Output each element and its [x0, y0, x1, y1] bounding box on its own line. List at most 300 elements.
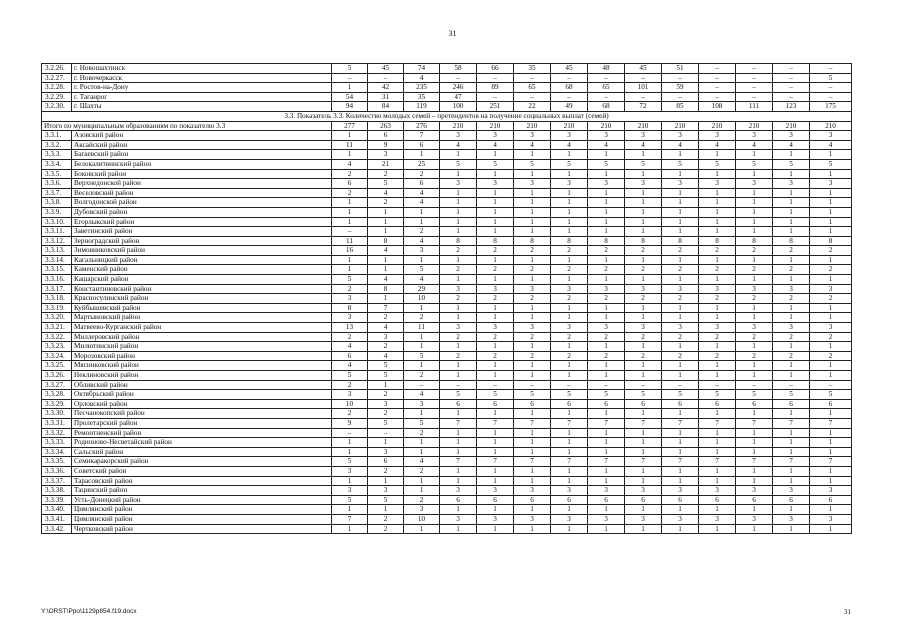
- value-cell: 84: [368, 102, 404, 112]
- value-cell: 1: [625, 150, 662, 160]
- row-name: Зерноградский район: [72, 236, 332, 246]
- value-cell: 1: [332, 207, 368, 217]
- value-cell: 1: [810, 438, 852, 448]
- value-cell: 1: [588, 207, 625, 217]
- value-cell: 1: [662, 227, 699, 237]
- value-cell: 6: [699, 495, 736, 505]
- value-cell: 1: [514, 342, 551, 352]
- row-number: 3.3.30.: [42, 409, 72, 419]
- value-cell: 1: [699, 428, 736, 438]
- value-cell: 3: [588, 486, 625, 496]
- value-cell: 8: [810, 236, 852, 246]
- value-cell: 1: [404, 409, 440, 419]
- value-cell: 11: [332, 236, 368, 246]
- value-cell: 1: [699, 188, 736, 198]
- value-cell: 1: [810, 313, 852, 323]
- value-cell: 8: [699, 236, 736, 246]
- value-cell: 1: [625, 303, 662, 313]
- value-cell: 1: [625, 169, 662, 179]
- value-cell: –: [477, 92, 514, 102]
- value-cell: 1: [477, 447, 514, 457]
- value-cell: 6: [440, 399, 477, 409]
- row-name: Октябрьский район: [72, 390, 332, 400]
- row-number: 3.3.5.: [42, 169, 72, 179]
- row-number: 3.2.28.: [42, 83, 72, 93]
- value-cell: 3: [368, 150, 404, 160]
- value-cell: 1: [625, 342, 662, 352]
- value-cell: 1: [699, 505, 736, 515]
- value-cell: 6: [773, 399, 810, 409]
- value-cell: 1: [736, 524, 773, 534]
- value-cell: –: [662, 380, 699, 390]
- value-cell: 5: [736, 159, 773, 169]
- total-value-cell: 210: [440, 121, 477, 131]
- value-cell: 1: [810, 188, 852, 198]
- value-cell: 7: [404, 131, 440, 141]
- value-cell: 3: [440, 514, 477, 524]
- value-cell: 3: [332, 294, 368, 304]
- value-cell: 49: [551, 102, 588, 112]
- value-cell: 1: [625, 438, 662, 448]
- row-number: 3.2.26.: [42, 64, 72, 74]
- value-cell: 1: [477, 438, 514, 448]
- value-cell: –: [662, 73, 699, 83]
- total-value-cell: 277: [332, 121, 368, 131]
- value-cell: –: [773, 73, 810, 83]
- value-cell: 1: [551, 207, 588, 217]
- value-cell: 1: [477, 217, 514, 227]
- row-number: 3.3.22.: [42, 332, 72, 342]
- total-value-cell: 210: [514, 121, 551, 131]
- value-cell: 5: [332, 457, 368, 467]
- value-cell: 2: [662, 332, 699, 342]
- value-cell: 1: [699, 275, 736, 285]
- value-cell: 8: [773, 236, 810, 246]
- value-cell: 1: [477, 505, 514, 515]
- table-row: [42, 275, 852, 285]
- value-cell: 4: [477, 140, 514, 150]
- value-cell: 6: [699, 399, 736, 409]
- row-name: г. Новошахтинск: [72, 64, 332, 74]
- value-cell: 8: [332, 303, 368, 313]
- value-cell: 3: [773, 284, 810, 294]
- value-cell: 3: [699, 284, 736, 294]
- value-cell: 2: [625, 265, 662, 275]
- value-cell: 2: [440, 294, 477, 304]
- value-cell: 6: [514, 399, 551, 409]
- value-cell: 1: [404, 207, 440, 217]
- value-cell: 101: [625, 83, 662, 93]
- value-cell: 7: [699, 418, 736, 428]
- table-row: [42, 342, 852, 352]
- value-cell: 1: [477, 371, 514, 381]
- value-cell: 6: [551, 495, 588, 505]
- row-number: 3.3.21.: [42, 323, 72, 333]
- value-cell: 7: [773, 457, 810, 467]
- total-value-cell: 276: [404, 121, 440, 131]
- value-cell: 1: [662, 150, 699, 160]
- value-cell: 1: [477, 524, 514, 534]
- value-cell: 235: [404, 83, 440, 93]
- value-cell: 8: [551, 236, 588, 246]
- value-cell: 4: [332, 361, 368, 371]
- table-row: [42, 428, 852, 438]
- table-row: [42, 131, 852, 141]
- row-number: 3.3.14.: [42, 255, 72, 265]
- value-cell: 2: [404, 495, 440, 505]
- table-row: [42, 179, 852, 189]
- value-cell: 2: [332, 284, 368, 294]
- value-cell: 6: [625, 399, 662, 409]
- value-cell: 1: [736, 275, 773, 285]
- value-cell: 1: [551, 409, 588, 419]
- page-number-top: 31: [448, 29, 457, 38]
- row-name: Милютинский район: [72, 342, 332, 352]
- row-name: Семикаракорский район: [72, 457, 332, 467]
- value-cell: 1: [736, 438, 773, 448]
- value-cell: 2: [773, 332, 810, 342]
- table-row: [42, 371, 852, 381]
- value-cell: 5: [810, 73, 852, 83]
- total-value-cell: 210: [773, 121, 810, 131]
- value-cell: 1: [551, 150, 588, 160]
- value-cell: –: [440, 73, 477, 83]
- value-cell: 1: [551, 342, 588, 352]
- value-cell: 175: [810, 102, 852, 112]
- value-cell: 4: [368, 188, 404, 198]
- value-cell: 1: [332, 217, 368, 227]
- value-cell: 2: [810, 265, 852, 275]
- value-cell: –: [773, 64, 810, 74]
- value-cell: 1: [588, 303, 625, 313]
- value-cell: 1: [736, 371, 773, 381]
- value-cell: 5: [773, 390, 810, 400]
- value-cell: 1: [588, 150, 625, 160]
- value-cell: 1: [551, 217, 588, 227]
- value-cell: 3: [810, 284, 852, 294]
- value-cell: 5: [332, 275, 368, 285]
- value-cell: 1: [514, 505, 551, 515]
- row-name: Верхнедонской район: [72, 179, 332, 189]
- value-cell: 2: [368, 514, 404, 524]
- row-number: 3.3.39.: [42, 495, 72, 505]
- value-cell: 1: [662, 447, 699, 457]
- value-cell: 1: [773, 428, 810, 438]
- table-row: [42, 409, 852, 419]
- value-cell: –: [514, 380, 551, 390]
- table-row: [42, 466, 852, 476]
- value-cell: 6: [662, 399, 699, 409]
- value-cell: 2: [736, 265, 773, 275]
- value-cell: 4: [404, 73, 440, 83]
- value-cell: 1: [514, 524, 551, 534]
- value-cell: 7: [773, 418, 810, 428]
- value-cell: 1: [588, 409, 625, 419]
- row-name: г. Таганрог: [72, 92, 332, 102]
- value-cell: 2: [625, 246, 662, 256]
- value-cell: 1: [477, 255, 514, 265]
- value-cell: 1: [588, 524, 625, 534]
- value-cell: 2: [699, 294, 736, 304]
- table-row: [42, 102, 852, 112]
- value-cell: 4: [404, 198, 440, 208]
- value-cell: 3: [625, 284, 662, 294]
- row-name: г. Шахты: [72, 102, 332, 112]
- row-name: Дубовский район: [72, 207, 332, 217]
- value-cell: –: [332, 428, 368, 438]
- value-cell: –: [551, 73, 588, 83]
- value-cell: 1: [368, 505, 404, 515]
- value-cell: –: [773, 380, 810, 390]
- table-row: [42, 188, 852, 198]
- value-cell: 1: [588, 428, 625, 438]
- value-cell: 7: [332, 514, 368, 524]
- value-cell: 5: [588, 159, 625, 169]
- value-cell: 2: [368, 342, 404, 352]
- value-cell: 1: [440, 438, 477, 448]
- value-cell: 4: [404, 275, 440, 285]
- value-cell: 1: [404, 150, 440, 160]
- value-cell: 1: [440, 342, 477, 352]
- value-cell: 3: [551, 179, 588, 189]
- value-cell: 1: [477, 198, 514, 208]
- value-cell: –: [551, 92, 588, 102]
- value-cell: 2: [551, 351, 588, 361]
- value-cell: 1: [810, 361, 852, 371]
- value-cell: 1: [332, 524, 368, 534]
- value-cell: 2: [368, 409, 404, 419]
- value-cell: 1: [514, 476, 551, 486]
- value-cell: 2: [514, 294, 551, 304]
- row-name: Каменский район: [72, 265, 332, 275]
- table-row: [42, 390, 852, 400]
- value-cell: 1: [736, 342, 773, 352]
- value-cell: 1: [736, 217, 773, 227]
- value-cell: 1: [699, 207, 736, 217]
- value-cell: 1: [440, 447, 477, 457]
- row-name: Кашарский район: [72, 275, 332, 285]
- value-cell: 1: [404, 476, 440, 486]
- value-cell: 2: [368, 524, 404, 534]
- table-row: [42, 361, 852, 371]
- value-cell: 1: [514, 227, 551, 237]
- value-cell: 1: [662, 476, 699, 486]
- value-cell: 2: [662, 351, 699, 361]
- value-cell: 1: [551, 198, 588, 208]
- value-cell: 1: [773, 150, 810, 160]
- row-name: Волгодонской район: [72, 198, 332, 208]
- value-cell: 1: [699, 361, 736, 371]
- value-cell: –: [404, 380, 440, 390]
- value-cell: 1: [588, 447, 625, 457]
- table-row: [42, 486, 852, 496]
- value-cell: 1: [404, 447, 440, 457]
- value-cell: 51: [662, 64, 699, 74]
- value-cell: 1: [773, 361, 810, 371]
- value-cell: 1: [440, 524, 477, 534]
- table-row: [42, 294, 852, 304]
- value-cell: 5: [404, 418, 440, 428]
- value-cell: 8: [440, 236, 477, 246]
- value-cell: 1: [736, 169, 773, 179]
- row-number: 3.3.18.: [42, 294, 72, 304]
- value-cell: 1: [477, 409, 514, 419]
- value-cell: 1: [773, 447, 810, 457]
- table-row: [42, 198, 852, 208]
- value-cell: 1: [368, 207, 404, 217]
- value-cell: 1: [773, 313, 810, 323]
- table-body-bottom: [42, 131, 852, 534]
- value-cell: 1: [662, 438, 699, 448]
- value-cell: 1: [551, 361, 588, 371]
- value-cell: 3: [625, 486, 662, 496]
- row-number: 3.3.38.: [42, 486, 72, 496]
- value-cell: 1: [773, 476, 810, 486]
- value-cell: 6: [477, 495, 514, 505]
- value-cell: 7: [736, 418, 773, 428]
- row-number: 3.3.41.: [42, 514, 72, 524]
- row-number: 3.3.34.: [42, 447, 72, 457]
- value-cell: 1: [514, 255, 551, 265]
- value-cell: 1: [514, 466, 551, 476]
- value-cell: 6: [332, 351, 368, 361]
- value-cell: 1: [662, 409, 699, 419]
- table-row: [42, 332, 852, 342]
- value-cell: 1: [736, 188, 773, 198]
- value-cell: 1: [810, 217, 852, 227]
- value-cell: 1: [440, 169, 477, 179]
- value-cell: 1: [588, 342, 625, 352]
- value-cell: 3: [440, 131, 477, 141]
- value-cell: 1: [662, 524, 699, 534]
- value-cell: 7: [736, 457, 773, 467]
- value-cell: 5: [404, 351, 440, 361]
- value-cell: 1: [699, 466, 736, 476]
- total-value-cell: 210: [551, 121, 588, 131]
- value-cell: 1: [699, 303, 736, 313]
- value-cell: 6: [404, 179, 440, 189]
- value-cell: 1: [625, 217, 662, 227]
- value-cell: 1: [440, 505, 477, 515]
- row-name: Миллеровский район: [72, 332, 332, 342]
- value-cell: 1: [440, 227, 477, 237]
- value-cell: 1: [404, 486, 440, 496]
- total-value-cell: 210: [588, 121, 625, 131]
- table-row: [42, 495, 852, 505]
- value-cell: 4: [368, 351, 404, 361]
- row-name: Чертковский район: [72, 524, 332, 534]
- value-cell: 94: [332, 102, 368, 112]
- value-cell: 7: [368, 303, 404, 313]
- value-cell: 1: [477, 476, 514, 486]
- value-cell: 1: [662, 371, 699, 381]
- value-cell: 2: [736, 332, 773, 342]
- value-cell: 72: [625, 102, 662, 112]
- value-cell: 3: [514, 323, 551, 333]
- value-cell: 2: [404, 169, 440, 179]
- value-cell: 1: [736, 227, 773, 237]
- table-row: [42, 83, 852, 93]
- value-cell: 3: [404, 399, 440, 409]
- row-name: Куйбышевский район: [72, 303, 332, 313]
- value-cell: 6: [477, 399, 514, 409]
- value-cell: 1: [699, 255, 736, 265]
- value-cell: 4: [404, 390, 440, 400]
- value-cell: 1: [773, 342, 810, 352]
- value-cell: 1: [625, 447, 662, 457]
- value-cell: 1: [625, 207, 662, 217]
- value-cell: 1: [588, 313, 625, 323]
- data-table: [41, 63, 852, 534]
- value-cell: 1: [477, 207, 514, 217]
- row-name: Кагальницкий район: [72, 255, 332, 265]
- total-value-cell: 210: [810, 121, 852, 131]
- value-cell: 11: [404, 323, 440, 333]
- value-cell: 2: [662, 294, 699, 304]
- footer-file-path: Y:\ORST\Ppo\1129p854.f19.docx: [41, 608, 137, 615]
- value-cell: 1: [551, 255, 588, 265]
- value-cell: 1: [699, 150, 736, 160]
- table-row: [42, 351, 852, 361]
- value-cell: –: [736, 64, 773, 74]
- value-cell: 2: [551, 332, 588, 342]
- value-cell: 1: [440, 150, 477, 160]
- table-row: [42, 159, 852, 169]
- value-cell: 3: [440, 323, 477, 333]
- value-cell: 65: [514, 83, 551, 93]
- value-cell: 2: [368, 169, 404, 179]
- value-cell: 2: [514, 332, 551, 342]
- value-cell: 1: [810, 476, 852, 486]
- value-cell: 2: [477, 265, 514, 275]
- value-cell: 1: [588, 438, 625, 448]
- row-number: 3.3.23.: [42, 342, 72, 352]
- value-cell: 3: [477, 514, 514, 524]
- value-cell: 7: [625, 418, 662, 428]
- value-cell: 3: [514, 486, 551, 496]
- value-cell: 1: [551, 447, 588, 457]
- value-cell: 3: [662, 323, 699, 333]
- value-cell: 1: [625, 275, 662, 285]
- value-cell: 2: [625, 351, 662, 361]
- value-cell: 7: [810, 457, 852, 467]
- value-cell: 9: [332, 418, 368, 428]
- value-cell: 3: [368, 399, 404, 409]
- value-cell: 2: [588, 246, 625, 256]
- value-cell: 1: [368, 255, 404, 265]
- table-row: [42, 447, 852, 457]
- value-cell: 1: [514, 447, 551, 457]
- value-cell: 5: [773, 159, 810, 169]
- value-cell: 1: [404, 361, 440, 371]
- value-cell: 1: [773, 371, 810, 381]
- value-cell: 6: [440, 495, 477, 505]
- row-number: 3.2.27.: [42, 73, 72, 83]
- table-row: [42, 150, 852, 160]
- value-cell: 3: [662, 514, 699, 524]
- value-cell: 2: [699, 332, 736, 342]
- row-name: Азовский район: [72, 131, 332, 141]
- value-cell: 6: [810, 399, 852, 409]
- value-cell: 1: [736, 505, 773, 515]
- value-cell: 1: [551, 188, 588, 198]
- value-cell: 35: [404, 92, 440, 102]
- value-cell: 5: [514, 159, 551, 169]
- value-cell: –: [699, 73, 736, 83]
- value-cell: 1: [588, 466, 625, 476]
- table-row: [42, 236, 852, 246]
- row-name: Аксайский район: [72, 140, 332, 150]
